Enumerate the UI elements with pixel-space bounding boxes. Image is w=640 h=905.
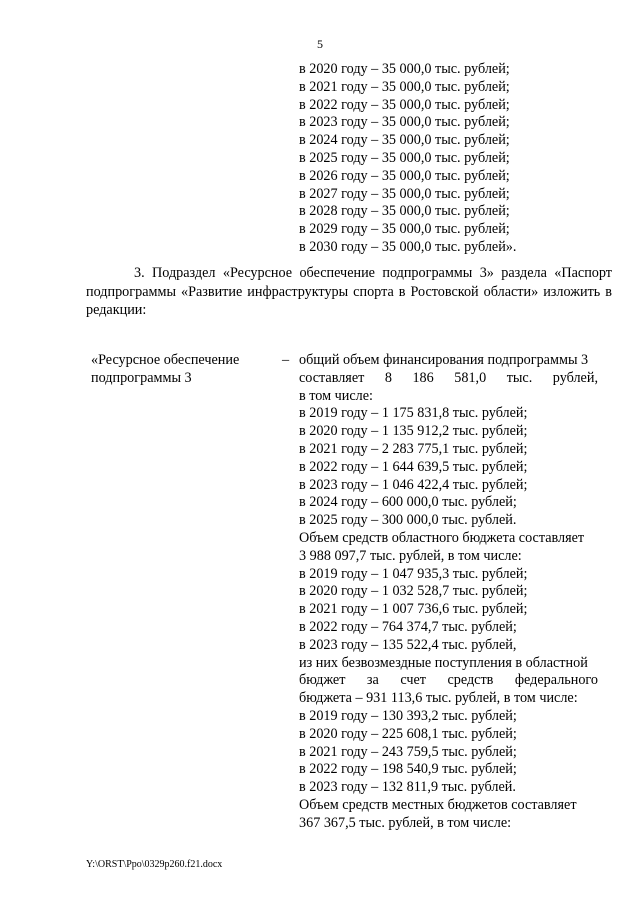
detail-line: бюджет за счет средств федерального <box>299 672 598 689</box>
list-item: в 2030 году – 35 000,0 тыс. рублей». <box>299 238 517 255</box>
list-item: в 2022 году – 35 000,0 тыс. рублей; <box>299 96 510 113</box>
resource-details <box>299 352 598 833</box>
list-item: в 2027 году – 35 000,0 тыс. рублей; <box>299 185 510 202</box>
detail-line: в 2023 году – 132 811,9 тыс. рублей. <box>299 779 516 796</box>
detail-line: в 2019 году – 1 047 935,3 тыс. рублей; <box>299 565 528 582</box>
detail-line: в 2023 году – 135 522,4 тыс. рублей, <box>299 636 517 653</box>
detail-line: в 2021 году – 2 283 775,1 тыс. рублей; <box>299 440 528 457</box>
detail-line: в 2021 году – 243 759,5 тыс. рублей; <box>299 743 517 760</box>
detail-line: в 2024 году – 600 000,0 тыс. рублей; <box>299 494 517 511</box>
section-paragraph: 3. Подраздел «Ресурсное обеспечение подпрограммы 3» раздела «Паспорт подпрограммы «Развитие инфраструктуры спорта в Ростовской области» изложить в редакции: <box>86 265 612 318</box>
detail-line: общий объем финансирования подпрограммы 3 <box>299 352 589 368</box>
detail-line: Объем средств областного бюджета составляет <box>299 529 585 546</box>
annual-funding-list <box>299 61 516 257</box>
detail-line: Объем средств местных бюджетов составляет <box>299 796 577 813</box>
detail-line: в 2021 году – 1 007 736,6 тыс. рублей; <box>299 601 528 618</box>
detail-line: 367 367,5 тыс. рублей, в том числе: <box>299 814 512 831</box>
list-item: в 2021 году – 35 000,0 тыс. рублей; <box>299 78 510 95</box>
detail-line: бюджета – 931 113,6 тыс. рублей, в том числе: <box>299 690 578 707</box>
list-item: в 2024 году – 35 000,0 тыс. рублей; <box>299 132 510 149</box>
footer-file-path: Y:\ORST\Ppo\0329p260.f21.docx <box>86 859 223 870</box>
detail-line: в 2022 году – 198 540,9 тыс. рублей; <box>299 761 517 778</box>
detail-line: в 2020 году – 1 032 528,7 тыс. рублей; <box>299 583 528 600</box>
list-item: в 2029 году – 35 000,0 тыс. рублей; <box>299 221 510 238</box>
list-item: в 2028 году – 35 000,0 тыс. рублей; <box>299 203 510 220</box>
list-item: в 2026 году – 35 000,0 тыс. рублей; <box>299 167 510 184</box>
resource-label: «Ресурсное обеспечение подпрограммы 3 <box>91 352 240 386</box>
detail-line: в 2022 году – 764 374,7 тыс. рублей; <box>299 618 517 635</box>
detail-line: в том числе: <box>299 387 373 404</box>
detail-line: составляет 8 186 581,0 тыс. рублей, <box>299 369 598 386</box>
detail-line: 3 988 097,7 тыс. рублей, в том числе: <box>299 547 522 564</box>
dash-separator: – <box>282 352 290 368</box>
detail-line: из них безвозмездные поступления в областной <box>299 654 588 671</box>
list-item: в 2025 году – 35 000,0 тыс. рублей; <box>299 149 510 166</box>
page-number: 5 <box>317 37 323 51</box>
detail-line: в 2019 году – 1 175 831,8 тыс. рублей; <box>299 405 528 422</box>
list-item: в 2020 году – 35 000,0 тыс. рублей; <box>299 61 510 77</box>
detail-line: в 2023 году – 1 046 422,4 тыс. рублей; <box>299 476 528 493</box>
detail-line: в 2025 году – 300 000,0 тыс. рублей. <box>299 512 517 529</box>
detail-line: в 2020 году – 1 135 912,2 тыс. рублей; <box>299 423 528 440</box>
detail-line: в 2022 году – 1 644 639,5 тыс. рублей; <box>299 458 528 475</box>
detail-line: в 2019 году – 130 393,2 тыс. рублей; <box>299 707 517 724</box>
list-item: в 2023 году – 35 000,0 тыс. рублей; <box>299 114 510 131</box>
detail-line: в 2020 году – 225 608,1 тыс. рублей; <box>299 725 517 742</box>
